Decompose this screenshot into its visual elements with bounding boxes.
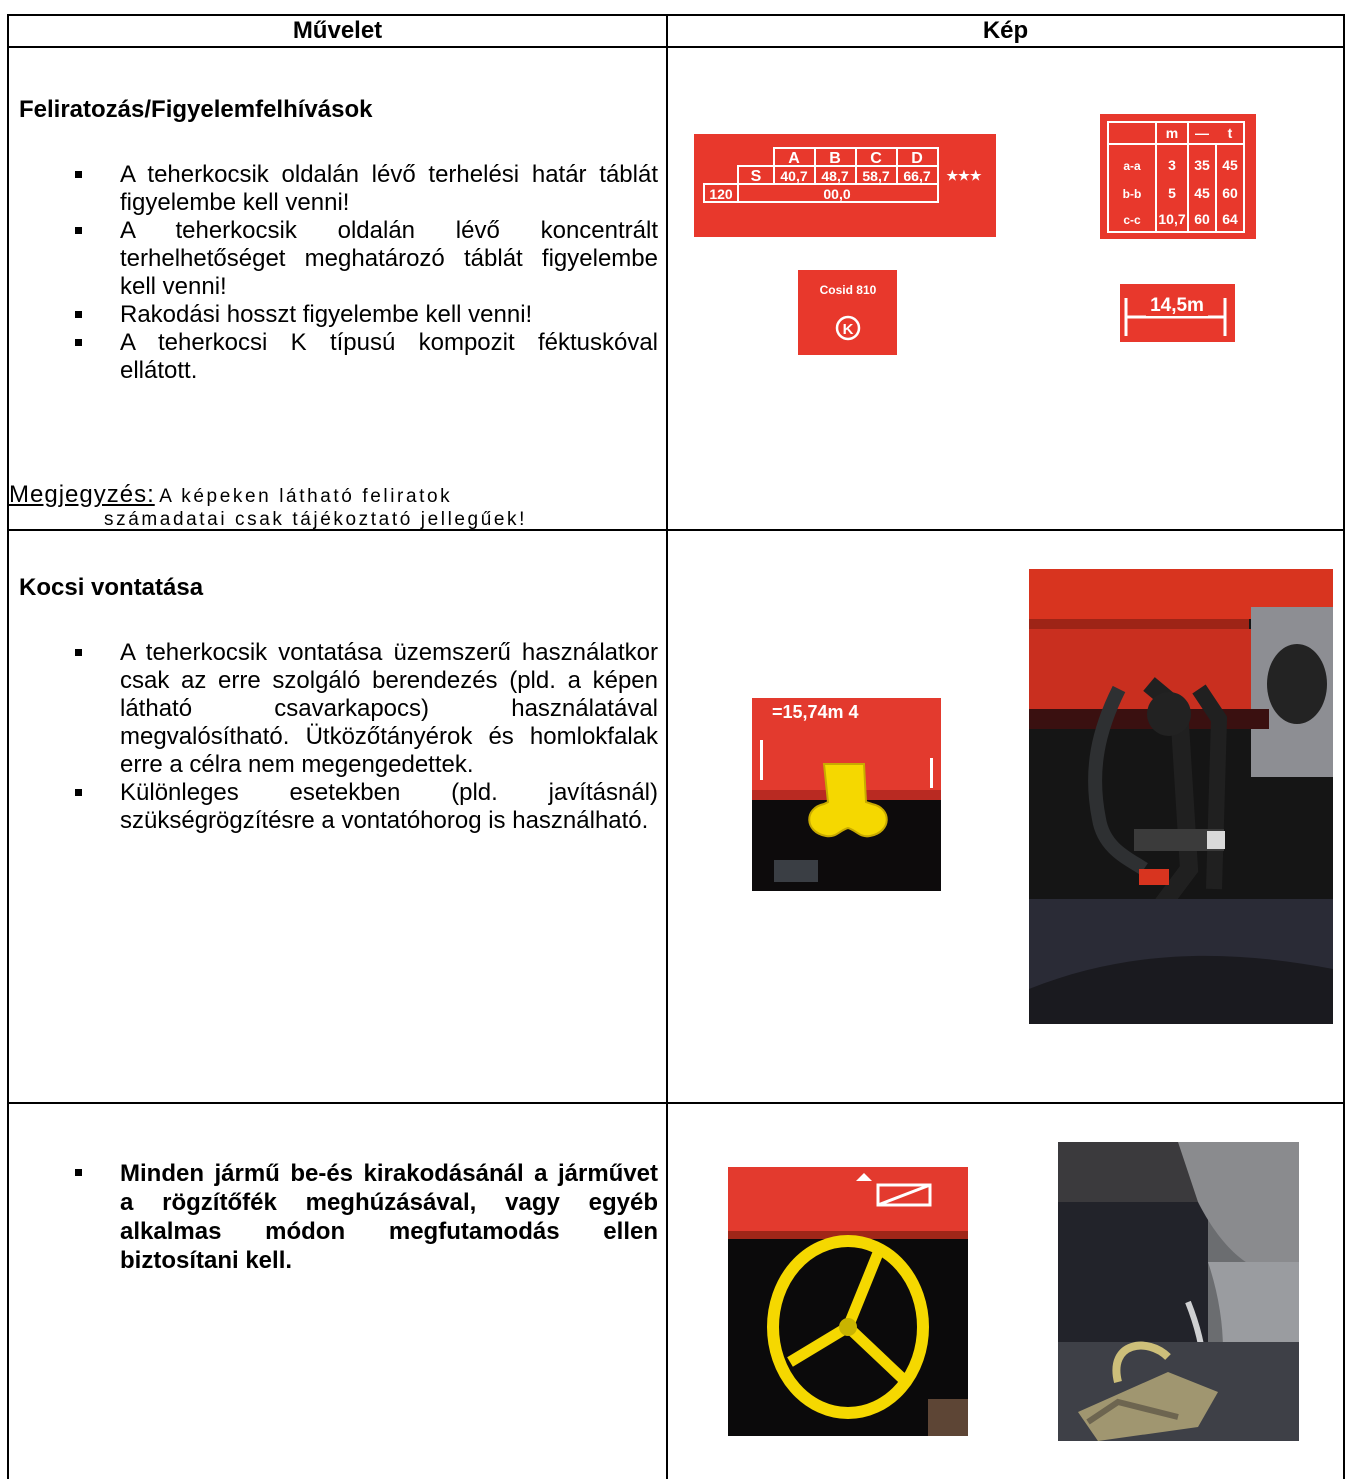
load-stars: ★★★ — [946, 168, 982, 183]
loading-length-sign-image — [1120, 284, 1235, 342]
bullet-icon — [75, 649, 82, 656]
bullet-icon — [75, 789, 82, 796]
load-speed: 120 — [709, 186, 733, 202]
list-item: Minden jármű be-és kirakodásánál a járművet a rögzítőfék meghúzásával, vagy egyéb alkalmas módon megfutamodás ellen biztosítani kell. — [19, 1159, 658, 1275]
load-s-d: 66,7 — [903, 168, 931, 184]
load-col-a: A — [788, 150, 800, 167]
conc-r2-c0: b-b — [1122, 187, 1142, 201]
row3-text-cell — [8, 1103, 667, 1479]
conc-r1-c2: 35 — [1194, 157, 1210, 173]
load-s-label: S — [750, 168, 762, 185]
bullet-icon — [75, 171, 82, 178]
conc-r3-c2: 60 — [1194, 211, 1210, 227]
list-item: Rakodási hosszt figyelembe kell venni! — [19, 301, 658, 329]
conc-head-m: m — [1165, 125, 1179, 141]
list-item: A teherkocsik oldalán lévő koncentrált terhelhetőséget meghatározó táblát figyelembe kell venni! — [19, 217, 658, 301]
list-item: Különleges esetekben (pld. javításnál) szükségrögzítésre a vontatóhorog is használható. — [19, 779, 658, 835]
header-muvelet: Művelet — [8, 15, 667, 47]
conc-r2-c1: 5 — [1168, 185, 1176, 201]
row3-image-cell — [667, 1103, 1344, 1479]
bullet-icon — [75, 227, 82, 234]
load-limit-sign-image — [694, 134, 996, 237]
instruction-table — [7, 14, 1345, 1479]
brake-block-sign-image — [798, 270, 897, 355]
bullet-list — [19, 161, 658, 385]
note-label: Megjegyzés: — [9, 481, 155, 508]
towing-hook-image — [752, 698, 941, 891]
length-sign-text: 14,5m — [1150, 295, 1204, 316]
conc-r1-c0: a-a — [1123, 159, 1141, 173]
load-s-c: 58,7 — [862, 168, 890, 184]
bullet-icon — [75, 311, 82, 318]
list-item: A teherkocsi K típusú kompozit féktuskóval ellátott. — [19, 329, 658, 385]
conc-head-dash: — — [1195, 125, 1209, 141]
load-col-c: C — [870, 150, 882, 167]
section-title-feliratozas: Feliratozás/Figyelemfelhívások — [19, 96, 373, 123]
note-text-1: A képeken látható feliratok — [159, 486, 453, 507]
row2-text-cell — [8, 530, 667, 1103]
brake-sign-letter: K — [842, 321, 854, 338]
note — [9, 481, 655, 531]
conc-r2-c2: 45 — [1194, 185, 1210, 201]
section-title-kocsi-vontatasa: Kocsi vontatása — [19, 574, 204, 601]
bullet-list — [19, 639, 658, 835]
screw-coupling-image — [1029, 569, 1333, 1024]
bullet-list — [19, 1104, 658, 1275]
conc-r1-c1: 3 — [1168, 157, 1176, 173]
bullet-icon — [75, 339, 82, 346]
conc-r1-c3: 45 — [1222, 157, 1238, 173]
header-kep: Kép — [667, 15, 1344, 47]
bullet-icon — [75, 1169, 82, 1176]
row1-text-cell — [8, 47, 667, 530]
list-item: A teherkocsik oldalán lévő terhelési határ táblát figyelembe kell venni! — [19, 161, 658, 217]
load-s-a: 40,7 — [780, 168, 808, 184]
load-col-d: D — [911, 150, 923, 167]
load-s-b: 48,7 — [821, 168, 849, 184]
hook-caption: =15,74m 4 — [772, 702, 859, 722]
list-item: A teherkocsik vontatása üzemszerű használatkor csak az erre szolgáló berendezés (pld. a képen látható csavarkapocs) használatával megvalósítható. Ütközőtányérok és homlokfalak erre a célra nem megengedettek. — [19, 639, 658, 779]
conc-r3-c3: 64 — [1222, 211, 1238, 227]
note-text-2: számadatai csak tájékoztató jellegűek! — [104, 509, 528, 530]
conc-r2-c3: 60 — [1222, 185, 1238, 201]
wheel-chock-image — [1058, 1142, 1299, 1441]
load-col-b: B — [829, 150, 841, 167]
handbrake-wheel-image — [728, 1167, 968, 1436]
row1-image-cell — [667, 47, 1344, 530]
concentrated-load-sign-image — [1100, 114, 1256, 239]
conc-r3-c1: 10,7 — [1158, 211, 1186, 227]
load-base: 00,0 — [823, 186, 851, 202]
conc-r3-c0: c-c — [1123, 213, 1141, 227]
row2-image-cell — [667, 530, 1344, 1103]
conc-head-t: t — [1227, 125, 1233, 141]
brake-sign-text: Cosid 810 — [819, 283, 877, 297]
